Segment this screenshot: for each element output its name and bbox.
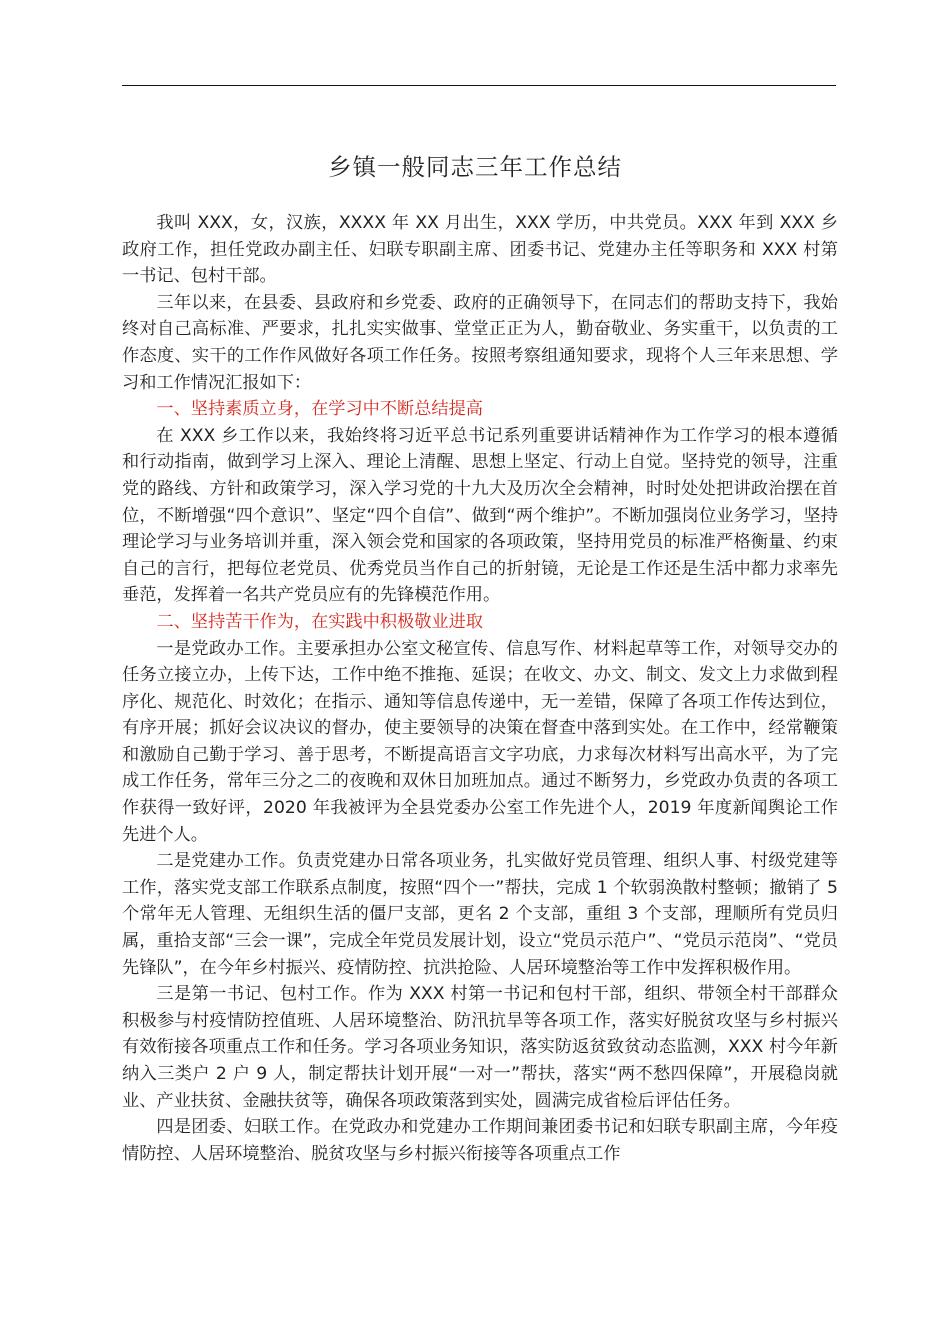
- youth-women-paragraph: 四是团委、妇联工作。在党政办和党建办工作期间兼团委书记和妇联专职副主席，今年疫情防控、人居环境整治、脱贫攻坚与乡村振兴衔接等各项重点工作: [122, 1117, 838, 1164]
- study-paragraph: 在 XXX 乡工作以来，我始终将习近平总书记系列重要讲话精神作为工作学习的根本遵循和行动指南，做到学习上深入、理论上清醒、思想上坚定、行动上自觉。坚持党的领导，注重党的路线、方针和政策学习，深入学习党的十九大及历次全会精神，时时处处把讲政治摆在首位，不断增强“四个意识”、坚定“四个自信”、做到“两个维护”。不断加强岗位业务学习，坚持理论学习与业务培训并重，深入领会党和国家的各项政策，坚持用党员的标准严格衡量、约束自己的言行，把每位老党员、优秀党员当作自己的折射镜，无论是工作还是生活中都力求率先垂范，发挥着一名共产党员应有的先锋模范作用。: [122, 425, 838, 606]
- document-body: [122, 210, 838, 1167]
- intro-paragraph: 我叫 XXX，女，汉族，XXXX 年 XX 月出生，XXX 学历，中共党员。XXX 年到 XXX 乡政府工作，担任党政办副主任、妇联专职副主席、团委书记、党建办主任等职务和 XXX 村第一书记、包村干部。: [122, 213, 838, 287]
- party-office-paragraph: 一是党政办工作。主要承担办公室文秘宣传、信息写作、材料起草等工作，对领导交办的任务立接立办，上传下达，工作中绝不推拖、延误；在收文、办文、制文、发文上力求做到程序化、规范化、时效化；在指示、通知等信息传递中，无一差错，保障了各项工作传达到位，有序开展；抓好会议决议的督办，使主要领导的决策在督查中落到实处。在工作中，经常鞭策和激励自己勤于学习、善于思考，不断提高语言文字功底，力求每次材料写出高水平，为了完成工作任务，常年三分之二的夜晚和双休日加班加点。通过不断努力，乡党政办负责的各项工作获得一致好评，2020 年我被评为全县党委办公室工作先进个人，2019 年度新闻舆论工作先进个人。: [122, 638, 838, 845]
- party-building-paragraph: 二是党建办工作。负责党建办日常各项业务，扎实做好党员管理、组织人事、村级党建等工作，落实党支部工作联系点制度，按照“四个一”帮扶，完成 1 个软弱涣散村整顿；撤销了 5 个常年无人管理、无组织生活的僵尸支部，更名 2 个支部，重组 3 个支部，理顺所有党员归属，重拾支部“三会一课”，完成全年党员发展计划，设立“党员示范户”、“党员示范岗”、“党员先锋队”，在今年乡村振兴、疫情防控、抗洪抢险、人居环境整治等工作中发挥积极作用。: [122, 851, 838, 978]
- section-heading-practice: 二、坚持苦干作为，在实践中积极敬业进取: [156, 611, 483, 632]
- document-title: 乡镇一般同志三年工作总结: [328, 153, 622, 181]
- header-rule: [122, 85, 836, 86]
- section-heading-study: 一、坚持素质立身，在学习中不断总结提高: [156, 399, 483, 420]
- overview-paragraph: 三年以来，在县委、县政府和乡党委、政府的正确领导下，在同志们的帮助支持下，我始终对自己高标准、严要求，扎扎实实做事、堂堂正正为人，勤奋敬业、务实重干，以负责的工作态度、实干的工作作风做好各项工作任务。按照考察组通知要求，现将个人三年来思想、学习和工作情况汇报如下：: [122, 292, 838, 393]
- first-secretary-paragraph: 三是第一书记、包村工作。作为 XXX 村第一书记和包村干部，组织、带领全村干部群众积极参与村疫情防控值班、人居环境整治、防汛抗旱等各项工作，落实好脱贫攻坚与乡村振兴有效衔接各项重点工作和任务。学习各项业务知识，落实防返贫致贫动态监测，XXX 村今年新纳入三类户 2 户 9 人，制定帮扶计划开展“一对一”帮扶，落实“两不愁四保障”，开展稳岗就业、产业扶贫、金融扶贫等，确保各项政策落到实处，圆满完成省检后评估任务。: [122, 984, 838, 1111]
